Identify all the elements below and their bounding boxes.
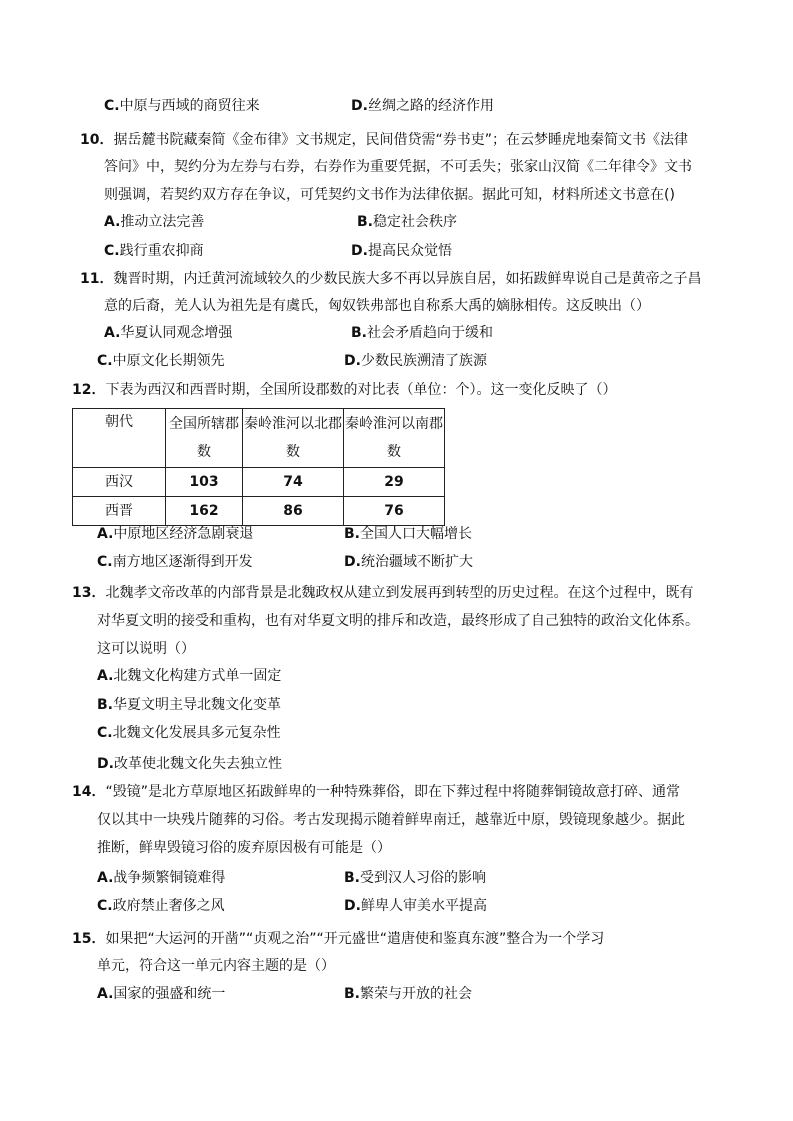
q15-option-a[interactable]: A.国家的强盛和统一: [97, 986, 226, 1002]
q14-option-b[interactable]: B.受到汉人习俗的影响: [344, 870, 486, 886]
q14-number: 14．: [72, 784, 106, 800]
q10-option-d[interactable]: D.提高民众觉悟: [351, 243, 452, 259]
q11-number: 11．: [80, 271, 114, 287]
table-cell: 162: [166, 497, 243, 526]
table-row: [73, 468, 445, 497]
table-cell: 74: [243, 468, 344, 497]
table-header-cell: 全国所辖郡数: [166, 409, 243, 468]
q15-option-b[interactable]: B.繁荣与开放的社会: [344, 986, 472, 1002]
table-header-cell: 秦岭淮河以北郡数: [243, 409, 344, 468]
q11-option-b[interactable]: B.社会矛盾趋向于缓和: [351, 325, 493, 341]
q11-option-d[interactable]: D.少数民族溯清了族源: [344, 353, 487, 369]
q10-stem-line-3: 则强调，若契约双方存在争议，可凭契约文书作为法律依据。据此可知，材料所述文书意在(): [104, 187, 675, 203]
table-header-cell: 朝代: [73, 409, 166, 468]
q15-stem-line-2: 单元，符合这一单元内容主题的是（）: [97, 958, 335, 974]
q15-stem-line-1: 15．如果把“大运河的开凿”“贞观之治”“开元盛世“遣唐使和鉴真东渡”整合为一个学习: [72, 931, 605, 947]
q12-option-b[interactable]: B.全国人口大幅增长: [344, 526, 472, 542]
q11-option-c[interactable]: C.中原文化长期领先: [97, 353, 225, 369]
q13-option-c[interactable]: C.北魏文化发展具多元复杂性: [97, 725, 281, 741]
q13-stem-line-1: 13．北魏孝文帝改革的内部背景是北魏政权从建立到发展再到转型的历史过程。在这个过程中，既有: [72, 585, 694, 601]
q14-option-d[interactable]: D.鲜卑人审美水平提高: [344, 898, 487, 914]
q12-option-c[interactable]: C.南方地区逐渐得到开发: [97, 554, 253, 570]
table-header-cell: 秦岭淮河以南郡数: [344, 409, 445, 468]
table-cell: 76: [344, 497, 445, 526]
q11-stem-line-1: 11．魏晋时期，内迁黄河流域较久的少数民族大多不再以异族自居，如拓跋鲜卑说自己是黄帝之子昌: [80, 271, 702, 287]
q13-option-a[interactable]: A.北魏文化构建方式单一固定: [97, 668, 282, 684]
q9-option-c[interactable]: C.中原与西域的商贸往来: [104, 98, 260, 114]
q12-number: 12．: [72, 382, 106, 398]
q14-stem-line-3: 推断，鲜卑毁镜习俗的废弃原因极有可能是（）: [97, 840, 391, 856]
q10-stem-line-2: 答问》中，契约分为左券与右券，右券作为重要凭据，不可丢失；张家山汉简《二年律令》文书: [104, 159, 692, 175]
q14-stem-line-1: 14．“毁镜”是北方草原地区拓跋鲜卑的一种特殊葬俗，即在下葬过程中将随葬铜镜故意打碎、通常: [72, 784, 680, 800]
table-row: [73, 497, 445, 526]
q13-stem-line-2: 对华夏文明的接受和重构，也有对华夏文明的排斥和改造，最终形成了自己独特的政治文化体系。: [97, 613, 699, 629]
q12-option-a[interactable]: A.中原地区经济急剧衰退: [97, 526, 254, 542]
table-header-row: [73, 409, 445, 468]
table-cell: 103: [166, 468, 243, 497]
q10-option-b[interactable]: B.稳定社会秩序: [357, 214, 457, 230]
q10-number: 10．: [80, 132, 114, 148]
table-cell: 29: [344, 468, 445, 497]
q13-option-b[interactable]: B.华夏文明主导北魏文化变革: [97, 697, 281, 713]
q13-stem-line-3: 这可以说明（）: [97, 641, 195, 657]
table-cell: 西晋: [73, 497, 166, 526]
table-cell: 86: [243, 497, 344, 526]
q13-number: 13．: [72, 585, 106, 601]
table-cell: 西汉: [73, 468, 166, 497]
q12-stem: 12．下表为西汉和西晋时期，全国所设郡数的对比表（单位：个）。这一变化反映了（）: [72, 382, 617, 398]
q14-option-c[interactable]: C.政府禁止奢侈之风: [97, 898, 225, 914]
q11-stem-line-2: 意的后裔，羌人认为祖先是有虞氏，匈奴铁弗部也自称系大禹的嫡脉相传。这反映出（）: [104, 298, 650, 314]
q15-number: 15．: [72, 931, 106, 947]
q12-data-table: [72, 408, 445, 526]
q10-stem-line-1: 10．据岳麓书院藏秦简《金布律》文书规定，民间借贷需“券书吏”；在云梦睡虎地秦简文书《法律: [80, 132, 688, 148]
q10-option-c[interactable]: C.践行重农抑商: [104, 243, 204, 259]
q13-option-d[interactable]: D.改革使北魏文化失去独立性: [97, 756, 282, 772]
q14-option-a[interactable]: A.战争频繁铜镜难得: [97, 870, 226, 886]
q9-option-d[interactable]: D.丝绸之路的经济作用: [351, 98, 494, 114]
q14-stem-line-2: 仅以其中一块残片随葬的习俗。考古发现揭示随着鲜卑南迁，越靠近中原，毁镜现象越少。据此: [97, 812, 685, 828]
q11-option-a[interactable]: A.华夏认同观念增强: [104, 325, 233, 341]
q12-option-d[interactable]: D.统治疆域不断扩大: [344, 554, 473, 570]
q10-option-a[interactable]: A.推动立法完善: [104, 214, 205, 230]
